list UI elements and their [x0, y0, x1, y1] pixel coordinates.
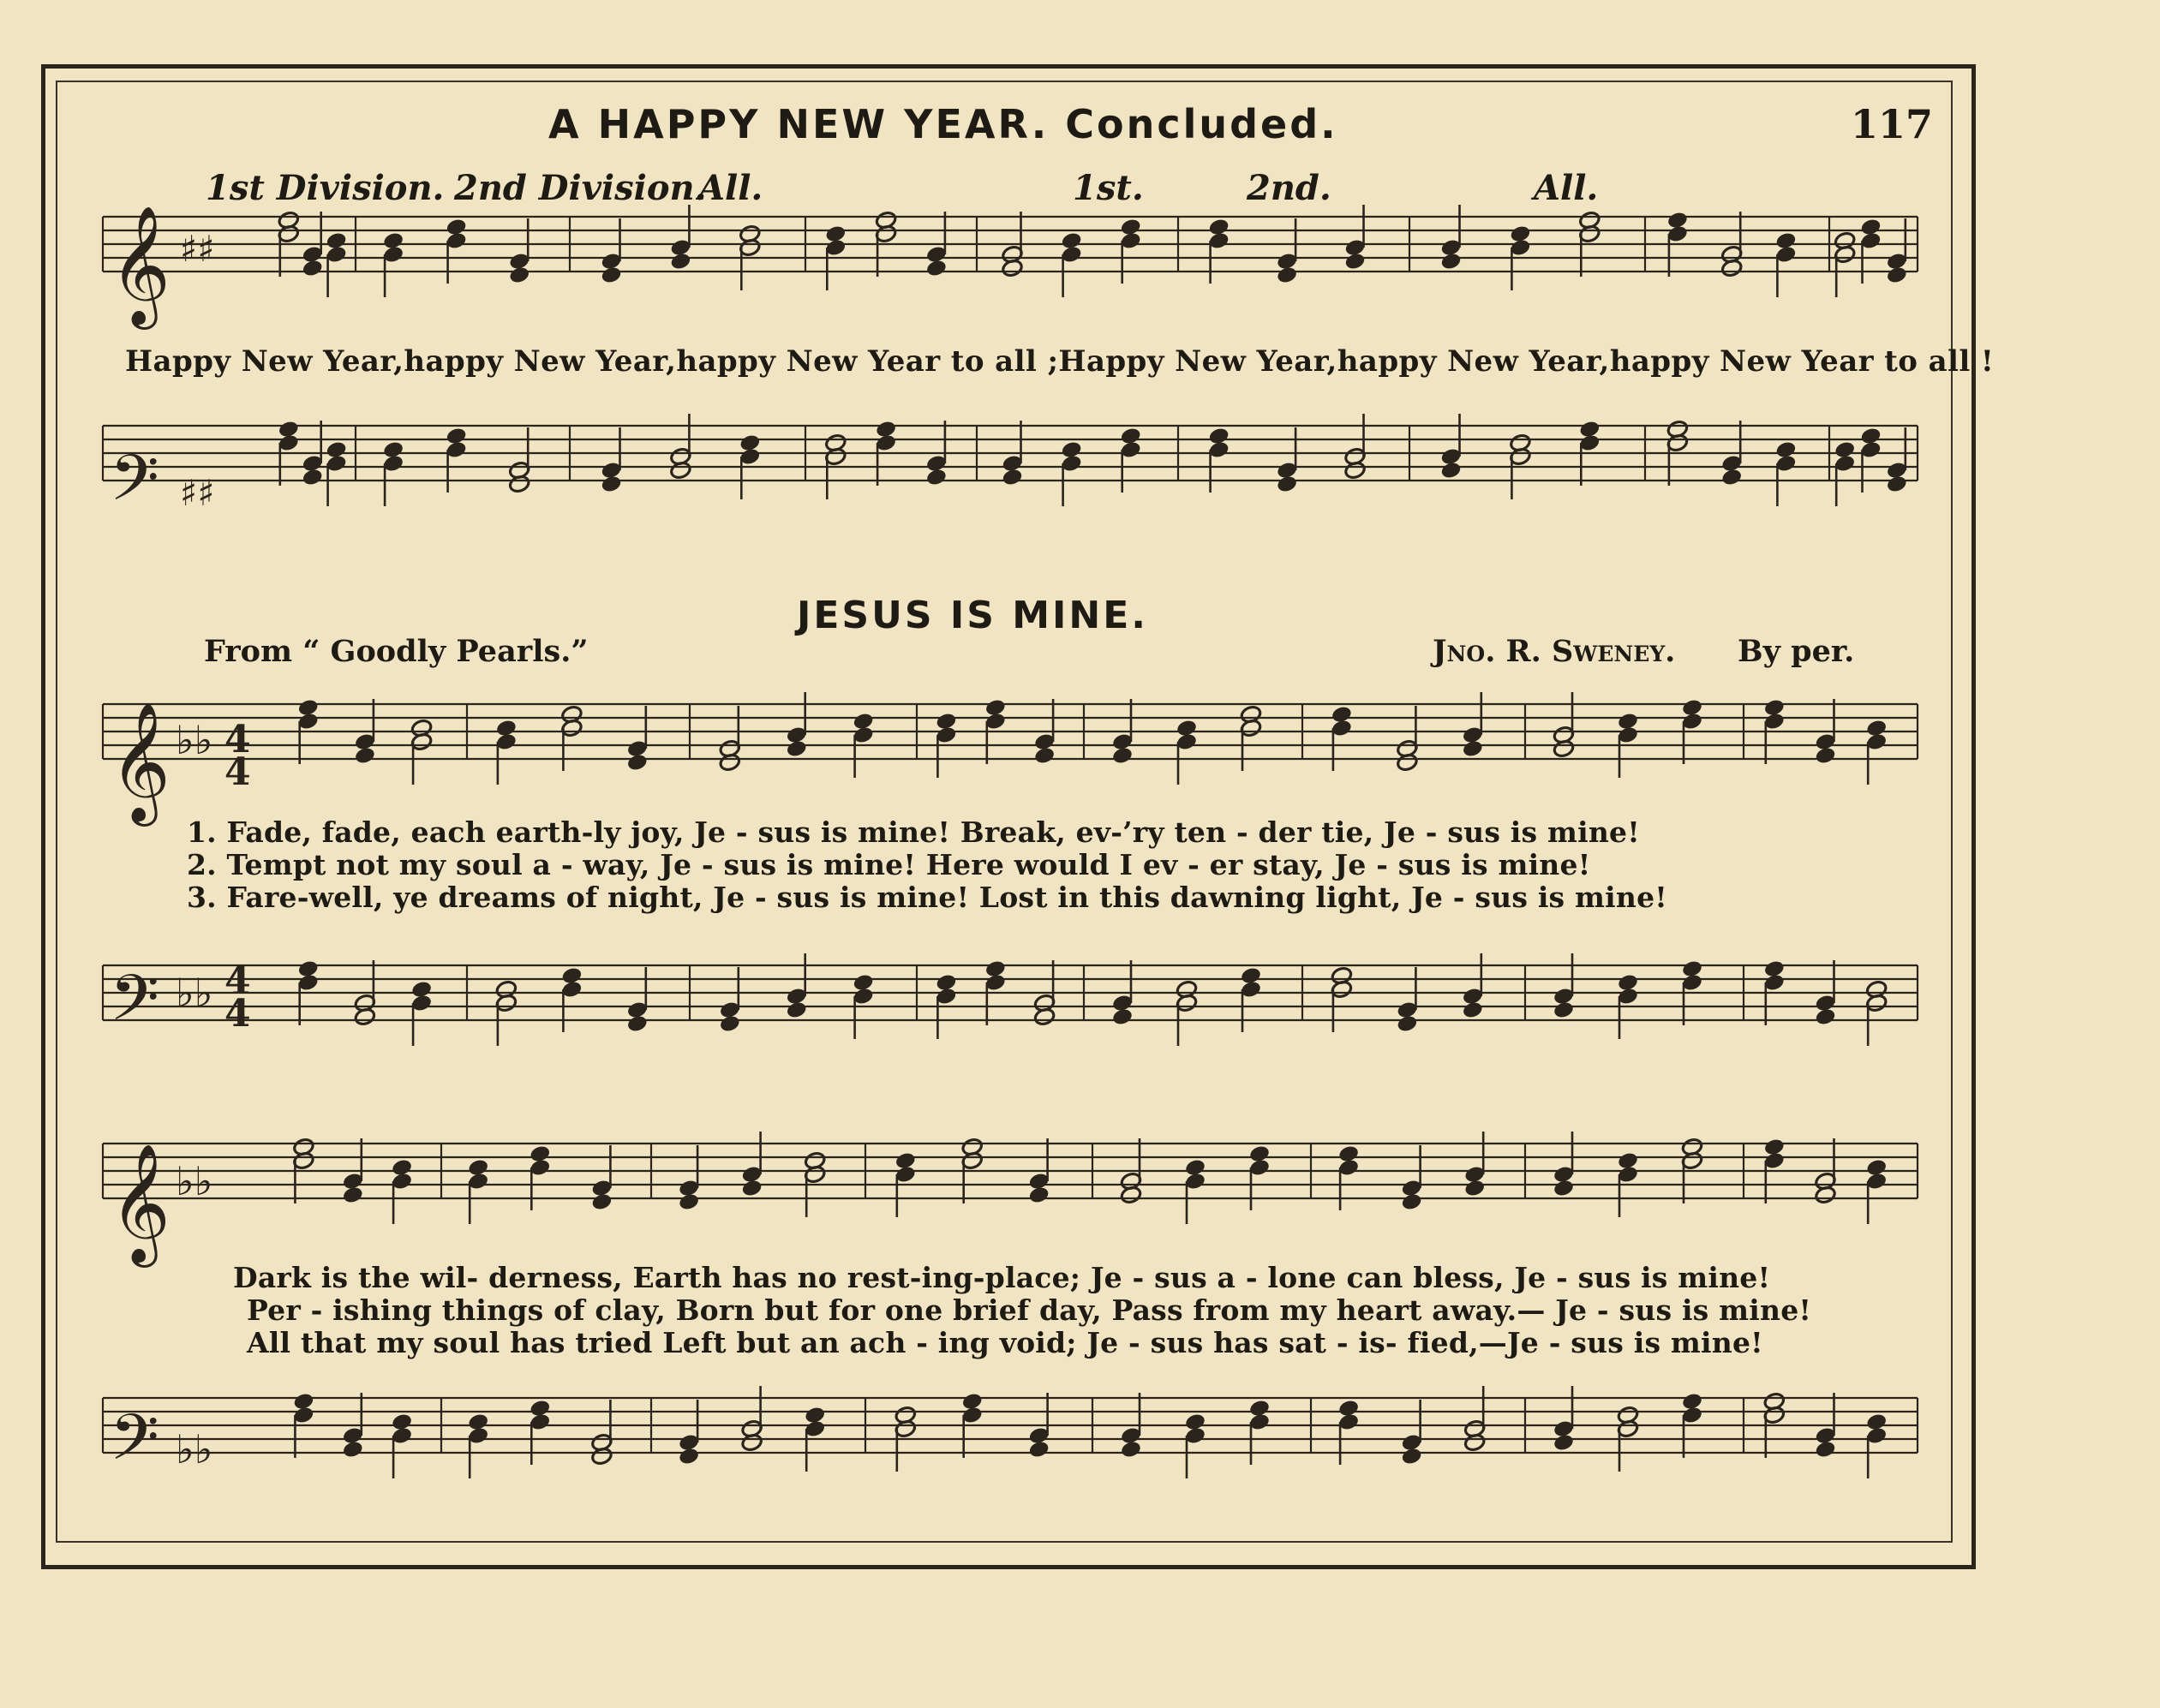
division-label-1: 1st Division.	[206, 168, 445, 208]
note-head	[1814, 1185, 1836, 1205]
page-number: 117	[1851, 101, 1934, 147]
note-head	[1033, 746, 1056, 766]
note-head	[1886, 266, 1908, 285]
note-head	[1720, 259, 1743, 278]
hymn-source: From “ Goodly Pearls.”	[204, 634, 589, 669]
note-head	[1553, 1000, 1575, 1020]
treble-clef-icon-3: 𝄞	[110, 1144, 171, 1263]
note-head	[786, 1000, 808, 1020]
note-head	[1343, 252, 1366, 272]
note-head	[1111, 746, 1134, 766]
note-head	[1120, 1185, 1142, 1205]
staff-6	[103, 1398, 1918, 1453]
flat-key-signature-icon-2: ♭♭	[176, 970, 213, 1016]
note-head	[302, 259, 324, 278]
note-head	[1028, 1440, 1050, 1460]
bass-clef-icon-2: 𝄢	[110, 961, 159, 1051]
running-head: A HAPPY NEW YEAR. Concluded.	[548, 101, 1338, 147]
note-head	[1401, 1447, 1423, 1466]
note-head	[626, 1014, 649, 1034]
note-head	[1462, 1000, 1484, 1020]
note-head	[1886, 475, 1908, 494]
division-label-2: 2nd Division.	[454, 168, 707, 208]
note-head	[1343, 461, 1366, 481]
note-head	[1276, 475, 1298, 494]
staff-3	[103, 704, 1918, 759]
note-head	[1553, 1433, 1575, 1453]
note-head	[1001, 259, 1023, 278]
happy-new-year-lyric: Happy New Year,happy New Year,happy New Year to all ;Happy New Year,happy New Year,happy New Year to all !	[125, 344, 1995, 379]
hymn-composer: Jno. R. Sweney.	[1433, 634, 1676, 669]
division-label-2nd: 2nd.	[1247, 168, 1331, 208]
bass-clef-icon: 𝄢	[110, 441, 159, 531]
note-head	[1276, 266, 1298, 285]
note-head	[741, 1179, 763, 1198]
note-head	[1111, 1007, 1134, 1027]
note-head	[1439, 461, 1462, 481]
note-head	[1463, 1433, 1486, 1453]
note-head	[1814, 1007, 1836, 1027]
division-label-1st: 1st.	[1073, 168, 1144, 208]
note-head	[600, 475, 622, 494]
flat-key-signature-icon: ♭♭	[176, 717, 213, 763]
note-head	[1463, 1179, 1486, 1198]
note-head	[508, 475, 530, 494]
note-head	[1120, 1440, 1142, 1460]
division-label-all: All.	[698, 168, 763, 208]
note-head	[925, 259, 948, 278]
note-head	[302, 468, 324, 487]
note-head	[669, 252, 691, 272]
note-head	[342, 1185, 364, 1205]
note-head	[741, 1433, 763, 1453]
key-signature-icon-2: ♯♯	[180, 472, 215, 514]
treble-clef-icon-2: 𝄞	[110, 702, 171, 821]
bass-clef-icon-3: 𝄢	[110, 1400, 159, 1490]
note-head	[1401, 1192, 1423, 1212]
note-head	[678, 1192, 700, 1212]
note-head	[342, 1440, 364, 1460]
note-head	[1462, 739, 1484, 759]
staff-4	[103, 965, 1918, 1020]
verse-1-line-2: Dark is the wil- derness, Earth has no rest-ing-place; Je - sus a - lone can bless, Je - sus is mine!	[233, 1261, 1771, 1294]
time-signature-top: 4	[224, 718, 251, 761]
flat-key-signature-icon-4: ♭♭	[176, 1426, 213, 1472]
note-head	[600, 266, 622, 285]
note-head	[354, 746, 376, 766]
note-head	[590, 1192, 613, 1212]
note-head	[1814, 1440, 1836, 1460]
note-head	[1001, 468, 1023, 487]
note-head	[626, 753, 649, 773]
note-head	[1720, 468, 1743, 487]
note-head	[1396, 1014, 1418, 1034]
note-head	[719, 753, 741, 773]
time-signature-bottom-2: 4	[224, 992, 251, 1036]
verse-3-line-1: 3. Fare-well, ye dreams of night, Je - sus is mine! Lost in this dawning light, Je - sus is mine!	[187, 881, 1667, 914]
treble-clef-icon: 𝄞	[110, 206, 171, 325]
time-signature-top-2: 4	[224, 959, 251, 1003]
division-label-all-2: All.	[1534, 168, 1599, 208]
note-head	[669, 461, 691, 481]
note-head	[354, 1007, 376, 1027]
note-head	[1553, 739, 1575, 759]
note-head	[1439, 252, 1462, 272]
note-head	[1028, 1185, 1050, 1205]
key-signature-icon: ♯♯	[180, 228, 215, 270]
note-head	[786, 739, 808, 759]
note-head	[925, 468, 948, 487]
note-head	[719, 1014, 741, 1034]
note-head	[1814, 746, 1836, 766]
note-head	[1396, 753, 1418, 773]
note-head	[1033, 1007, 1056, 1027]
verse-2-line-2: Per - ishing things of clay, Born but for one brief day, Pass from my heart away.— Je - sus is mine!	[247, 1293, 1812, 1327]
verse-3-line-2: All that my soul has tried Left but an ach - ing void; Je - sus has sat - is- fied,—Je - sus is mine!	[247, 1326, 1763, 1359]
staff-5	[103, 1144, 1918, 1198]
note-head	[678, 1447, 700, 1466]
verse-2-line-1: 2. Tempt not my soul a - way, Je - sus is mine! Here would I ev - er stay, Je - sus is mine!	[187, 848, 1591, 881]
note-head	[508, 266, 530, 285]
flat-key-signature-icon-3: ♭♭	[176, 1158, 213, 1204]
verse-1-line-1: 1. Fade, fade, each earth-ly joy, Je - sus is mine! Break, ev-’ry ten - der tie, Je - sus is mine!	[187, 815, 1640, 849]
staff-1	[103, 217, 1918, 272]
hymn-title: JESUS IS MINE.	[797, 594, 1148, 637]
note-head	[590, 1447, 613, 1466]
time-signature-bottom: 4	[224, 750, 251, 794]
hymn-permission: By per.	[1738, 634, 1855, 669]
note-head	[1553, 1179, 1575, 1198]
